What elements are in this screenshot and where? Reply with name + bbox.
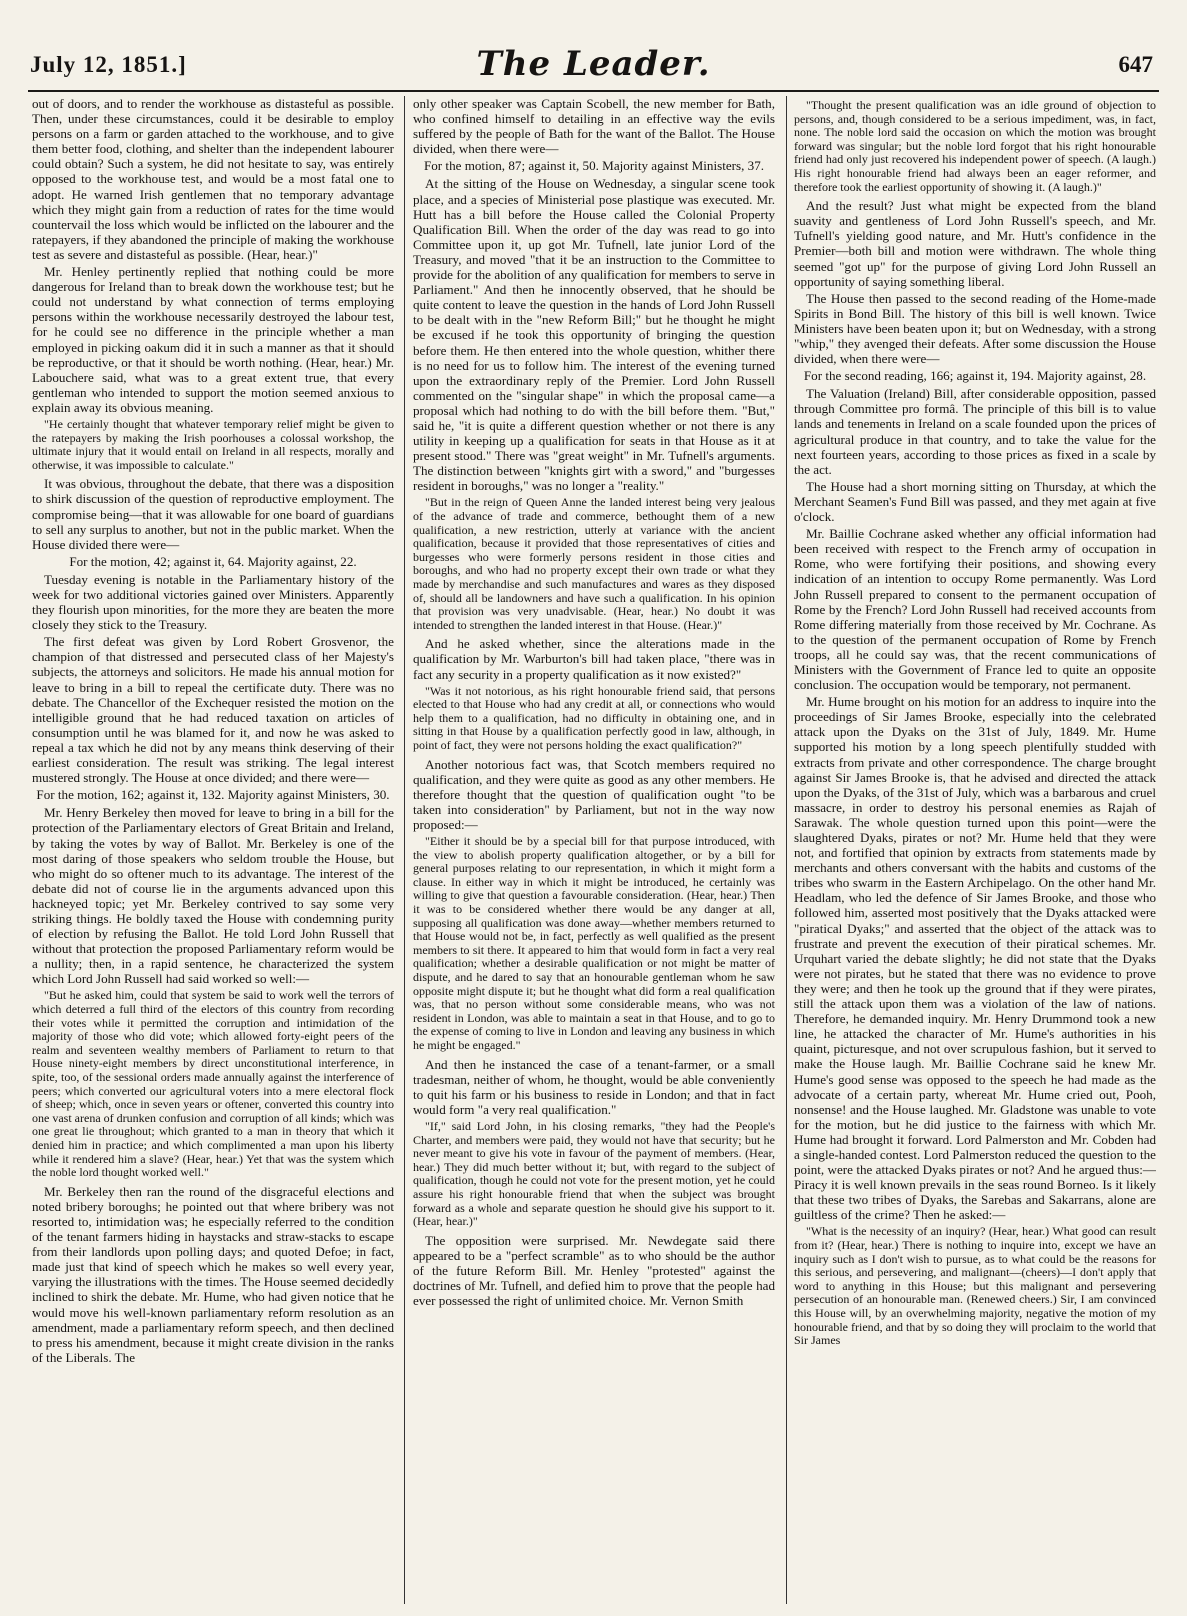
vote-result: For the motion, 87; against it, 50. Majority against Ministers, 37. [423, 158, 765, 174]
paragraph: Tuesday evening is notable in the Parliamentary history of the week for two additional victories gained over Ministers. Apparently they flourish upon minorities, for the more they are beaten the more closely they stick to the Treasury. [32, 571, 394, 633]
quotation: "But in the reign of Queen Anne the landed interest being very jealous of the advance of trade and commerce, bethought them of a new qualification, a new restriction, utterly at variance with the ancient qualification, because it provided that those representatives of cities and burgesses who were formerly persons resident in those cities and boroughs, and who had no property except their own trade or what they made by merchandise and such manufactures and wares as they disposed of, should all be landowners and have such a qualification. In his opinion that provision was very unadvisable. (Hear, hear.) No doubt it was intended to strengthen the landed interest in that House. (Hear.)" [413, 495, 775, 632]
quotation: "He certainly thought that whatever temporary relief might be given to the ratepayers by making the Irish poorhouses a colossal workshop, the ultimate injury that it would entail on Ireland in all respects, morally and otherwise, it was impossible to calculate." [32, 416, 394, 472]
vote-result: For the motion, 162; against it, 132. Majority against Ministers, 30. [36, 787, 390, 803]
paragraph: Mr. Berkeley then ran the round of the disgraceful elections and noted bribery boroughs; he pointed out that where bribery was not resorted to, intimidation was; he especially referred to the condition of the tenant farmers hiding in haystacks and straw-stacks to escape from their landlords upon polling days; and quoted Defoe; in fact, made just that kind of speech which he makes so well every year, varying the illustrations with the times. The House seemed decidedly inclined to shirk the debate. Mr. Hume, who had given notice that he would move his well-known parliamentary reform resolution as an amendment, made a parliamentary reform speech, and then declined to press his amendment, because it might create division in the ranks of the Liberals. The [32, 1183, 394, 1365]
quotation: "Was it not notorious, as his right honourable friend said, that persons elected to that House who had any credit at all, or connections who would help them to a qualification, had no difficulty in obtaining one, and in sitting in that House by a qualification perfectly good in law, although, in point of fact, they were not persons holding the exact qualification?" [413, 683, 775, 753]
quotation: "But he asked him, could that system be said to work well the terrors of which deterred a full third of the electors of this country from recording their votes while it permitted the corruption and intimidation of the majority of those who did vote; which allowed forty-eight peers of the realm and seventeen wealthy members of Parliament to return to that House ninety-eight members by direct unconstitutional interference, in spite, too, of the sessional orders made annually against the interference of peers; which converted our agricultural voters into a mere electoral flock of sheep; which, once in seven years or oftener, converted this country into one vast arena of drunken confusion and corruption of all kinds; which was one great lie throughout; which granted to a man in theory that which it denied him in practice; and which complimented a man upon his liberty while it rendered him a slave? (Hear, hear.) Yet that was the system which the noble lord thought worked well." [32, 988, 394, 1180]
paragraph: And then he instanced the case of a tenant-farmer, or a small tradesman, neither of whom, he thought, would be able conveniently to quit his farm or his business to reside in London; and that in fact would form "a very real qualification." [413, 1056, 775, 1117]
header-rule [28, 90, 1159, 92]
column-2 [413, 96, 775, 1604]
quotation: "What is the necessity of an inquiry? (Hear, hear.) What good can result from it? (Hear, hear.) There is nothing to inquire into, except we have an inquiry such as I don't wish to pursue, as to what could be the reasons for this serious, and persevering, and malignant—(cheers)—I don't apply that word to anything in this House; but this malignant and persevering persecution of an honourable man. (Renewed cheers.) Sir, I am convinced this House will, by an overwhelming majority, negative the motion of my honourable friend, and that by so doing they will proclaim to the world that Sir James [794, 1224, 1156, 1348]
vote-result: For the motion, 42; against it, 64. Majority against, 22. [69, 553, 357, 569]
column-divider [404, 96, 405, 1604]
paragraph: Mr. Henley pertinently replied that nothing could be more dangerous for Ireland than to break down the workhouse test; but he could not understand by what connection of terms employing persons within the workhouse necessarily destroyed the labour test, for he could see no difference in the principle whether a man employed in picking oakum did it in such a manner as that it should be reproductive, or that it should be worth nothing. (Hear, hear.) Mr. Labouchere said, what was to a great extent true, that every gentleman who intended to support the motion seemed anxious to explain away its obvious meaning. [32, 264, 394, 415]
column-1 [32, 96, 394, 1604]
paragraph: The opposition were surprised. Mr. Newdegate said there appeared to be a "perfect scramble" as to who should be the author of the future Reform Bill. Mr. Henley "protested" against the doctrines of Mr. Tufnell, and defied him to prove that the people had ever possessed the right of unlimited choice. Mr. Vernon Smith [413, 1232, 775, 1309]
paragraph: Mr. Baillie Cochrane asked whether any official information had been received with respect to the French army of occupation in Rome, who were fortifying their positions, and showing every indication of an intention to occupy Rome permanently. Was Lord John Russell prepared to consent to the permanent occupation of Rome by the French? Lord John Russell had received accounts from Rome differing materially from those received by Mr. Cochrane. As to the question of the permanent occupation of Rome by French troops, all he could say was, that the recent communications of Ministers with the Government of France led to quite an opposite conclusion. The occupation would be temporary, not permanent. [794, 526, 1156, 693]
column-3 [794, 96, 1156, 1604]
paragraph: And he asked whether, since the alterations made in the qualification by Mr. Warburton's bill had taken place, "there was in fact any security in a property qualification as it now existed?" [413, 636, 775, 682]
paragraph: The Valuation (Ireland) Bill, after considerable opposition, passed through Committee pro formâ. The principle of this bill is to value lands and tenements in Ireland on a scale founded upon the prices of agricultural produce in that country, and to take the value for the next fourteen years, according to those prices as fixed in a scale by the act. [794, 386, 1156, 477]
quotation: "Either it should be by a special bill for that purpose introduced, with the view to abolish property qualification altogether, or by a bill for general purposes relating to our representation, in which it might form a clause. In either way in which it might be introduced, he certainly was willing to give that question a favourable consideration. (Hear, hear.) Then it was to be considered whether there would be any danger at all, supposing all qualification was done away—whether members returned to that House would not be, in fact, perfectly as well qualified as the present members to sit there. It appeared to him that would form in fact a very real qualification; whether a desirable qualification or not might be matter of dispute, and he dared to say that an honourable gentleman whom he saw opposite might dispute it; but he thought what did form a real qualification was, that no person without some considerable means, who was not resident in London, was able to maintain a seat in that House, and to go to the expense of coming to live in London and leaving any business in which he might be engaged." [413, 834, 775, 1052]
masthead [0, 0, 1187, 82]
paragraph: And the result? Just what might be expected from the bland suavity and gentleness of Lord John Russell's speech, and Mr. Tufnell's yielding good nature, and Mr. Hutt's confidence in the Premier—both bill and motion were withdrawn. The whole thing seemed "got up" for the purpose of giving Lord John Russell an opportunity of saying something liberal. [794, 198, 1156, 289]
vote-result: For the second reading, 166; against it, 194. Majority against, 28. [803, 368, 1147, 384]
newspaper-title: The Leader. [476, 44, 711, 84]
paragraph: Mr. Hume brought on his motion for an address to inquire into the proceedings of Sir James Brooke, especially into the celebrated attack upon the Dyaks on the 31st of July, 1849. Mr. Hume supported his motion by a long speech plentifully studded with extracts from private and other correspondence. The charge brought against Sir James Brooke is, that he advised and directed the attack upon the Dyaks, of the 31st of July, which was a barbarous and cruel massacre, in order to destroy his personal enemies as Rajah of Sarawak. The whole question turned upon this point—were the slaughtered Dyaks, pirates or not? Mr. Hume held that they were not, and fortified that opinion by extracts from statements made by merchants and others conversant with the habits and customs of the tribes who swarm in the Eastern Archipelago. On the other hand Mr. Headlam, who led the defence of Sir James Brooke, and those who followed him, asserted most positively that the Dyaks attacked were "piratical Dyaks;" and asserted that the object of the attack was to frustrate and prevent the execution of their piratical schemes. Mr. Urquhart varied the debate slightly; he did not state that the Dyaks were not pirates, but he stated that there was no evidence to prove they were; and then he took up the ground that if they were pirates, still the attack upon them was a violation of the law of nations. Therefore, he demanded inquiry. Mr. Henry Drummond took a new line, he attacked the character of Mr. Hume's authorities in his quaint, picturesque, and not over scrupulous fashion, but it served to make the House laugh. Mr. Baillie Cochrane said he knew Mr. Hume's good sense was opposed to the speech he had made as the advocate of a certain party, whereat Mr. Hume cried out, Pooh, nonsense! and the House laughed. Mr. Gladstone was unable to vote for the motion, but he did justice to the fairness with which Mr. Hume had brought it forward. Lord Palmerston and Mr. Cobden had a single-handed contest. Lord Palmerston reduced the question to the point, were the attacked Dyaks pirates or not? And he argued thus:—Piracy it is well known prevails in the seas round Borneo. Is it likely that these two tribes of Dyaks, the Sarebas and Sakarrans, alone are guiltless of the crime? Then he asked:— [794, 694, 1156, 1223]
quotation: "If," said Lord John, in his closing remarks, "they had the People's Charter, and members were paid, they would not have that security; but he never meant to give his vote in favour of the payment of members. (Hear, hear.) They did much better without it; but, with regard to the subject of qualification, though he could not vote for the present motion, yet he could assure his right honourable friend that when the subject was brought forward as a whole and separate question he should give his support to it. (Hear, hear.)" [413, 1118, 775, 1229]
issue-date: July 12, 1851.] [30, 52, 187, 77]
quotation: "Thought the present qualification was an idle ground of objection to persons, and, though considered to be a serious impediment, was, in fact, none. The noble lord said the occasion on which the motion was brought forward was singular; but the noble lord forgot that his right honourable friend had only just recovered his independent power of speech. (A laugh.) His right honourable friend had always been an eager reformer, and therefore took the earliest opportunity of showing it. (A laugh.)" [794, 98, 1156, 194]
column-divider [786, 96, 787, 1604]
paragraph: out of doors, and to render the workhouse as distasteful as possible. Then, under these circumstances, could it be desirable to employ persons on a farm or garden attached to the workhouse, and to give them better food, clothing, and shelter than the independent labourer could obtain? Such a system, he did not hesitate to say, was entirely opposed to the workhouse test, and would be a most fatal one to adopt. He warned Irish gentlemen that no temporary advantage which they might gain from a reduction of rates for the time would countervail the loss which would be inflicted on the labourer and the ratepayers, if they abandoned the principle of making the workhouse test as severe and distasteful as possible. (Hear, hear.)" [32, 96, 394, 262]
paragraph: Mr. Henry Berkeley then moved for leave to bring in a bill for the protection of the Parliamentary electors of Great Britain and Ireland, by taking the votes by way of Ballot. Mr. Berkeley is one of the most daring of those speakers who seldom trouble the House, but who might do so oftener much to its advantage. The interest of the debate did not of course lie in the arguments advanced upon this hackneyed topic; yet Mr. Berkeley contrived to say some very striking things. He boldly taxed the House with condemning purity of election by refusing the Ballot. He told Lord John Russell that without that protection the proposed Parliamentary reform would be a nullity; then, in a rapid sentence, he characterized the system which Lord John Russell had said worked so well:— [32, 805, 394, 987]
paragraph: It was obvious, throughout the debate, that there was a disposition to shirk discussion of the question of reproductive employment. The compromise being—that it was allowable for one board of guardians to sell any surplus to another, but not in the public market. When the House divided there were— [32, 476, 394, 552]
paragraph: Another notorious fact was, that Scotch members required no qualification, and they were quite as good as any other members. He therefore thought that the question of qualification ought "to be taken into consideration" by Parliament, but not in the way now proposed:— [413, 756, 775, 832]
paragraph: The House then passed to the second reading of the Home-made Spirits in Bond Bill. The history of this bill is well known. Twice Ministers have been beaten upon it; but on Wednesday, with a strong "whip," they avenged their defeats. After some discussion the House divided, when there were— [794, 290, 1156, 367]
page-number: 647 [1118, 52, 1153, 77]
paragraph: only other speaker was Captain Scobell, the new member for Bath, who confined himself to detailing in an effective way the evils suffered by the people of Bath for the want of the Ballot. The House divided, when there were— [413, 96, 775, 157]
paragraph: At the sitting of the House on Wednesday, a singular scene took place, and a species of Ministerial pose plastique was executed. Mr. Hutt has a bill before the House called the Colonial Property Qualification Bill. When the order of the day was read to go into Committee upon it, up got Mr. Tufnell, late junior Lord of the Treasury, and moved "that it be an instruction to the Committee to provide for the abolition of any qualification for members to serve in Parliament." And then he innocently observed, that he should be quite content to leave the question in the hands of Lord John Russell to be dealt with in the "new Reform Bill;" but he thought he might be excused if he took this opportunity of bringing the question before them. He then entered into the whole question, whither there is no need for us to follow him. The interest of the evening turned upon the extraordinary reply of the Premier. Lord John Russell commented on the "singular shape" in which the proposal came—a proposal which had nothing to do with the bill before them. "But," said he, "it is quite a different question whether or not there is any utility in keeping up a qualification for seats in that House as it at present stood." There was "great weight" in Mr. Tufnell's arguments. The distinction between "knights girt with a sword," and "burgesses resident in boroughs," was no longer a "reality." [413, 176, 775, 494]
paragraph: The House had a short morning sitting on Thursday, at which the Merchant Seamen's Fund Bill was passed, and they met again at five o'clock. [794, 478, 1156, 525]
paragraph: The first defeat was given by Lord Robert Grosvenor, the champion of that distressed and persecuted class of her Majesty's subjects, the attorneys and solicitors. He made his annual motion for leave to bring in a bill to repeal the certificate duty. There was no debate. The Chancellor of the Exchequer resisted the motion on the intelligible ground that he had reduced taxation on articles of consumption until he was blamed for it, and now he was asked to repeal a tax which he did not by any means think deserving of their earliest consideration. The result was striking. The legal interest mustered strongly. The House at once divided; and there were— [32, 634, 394, 786]
